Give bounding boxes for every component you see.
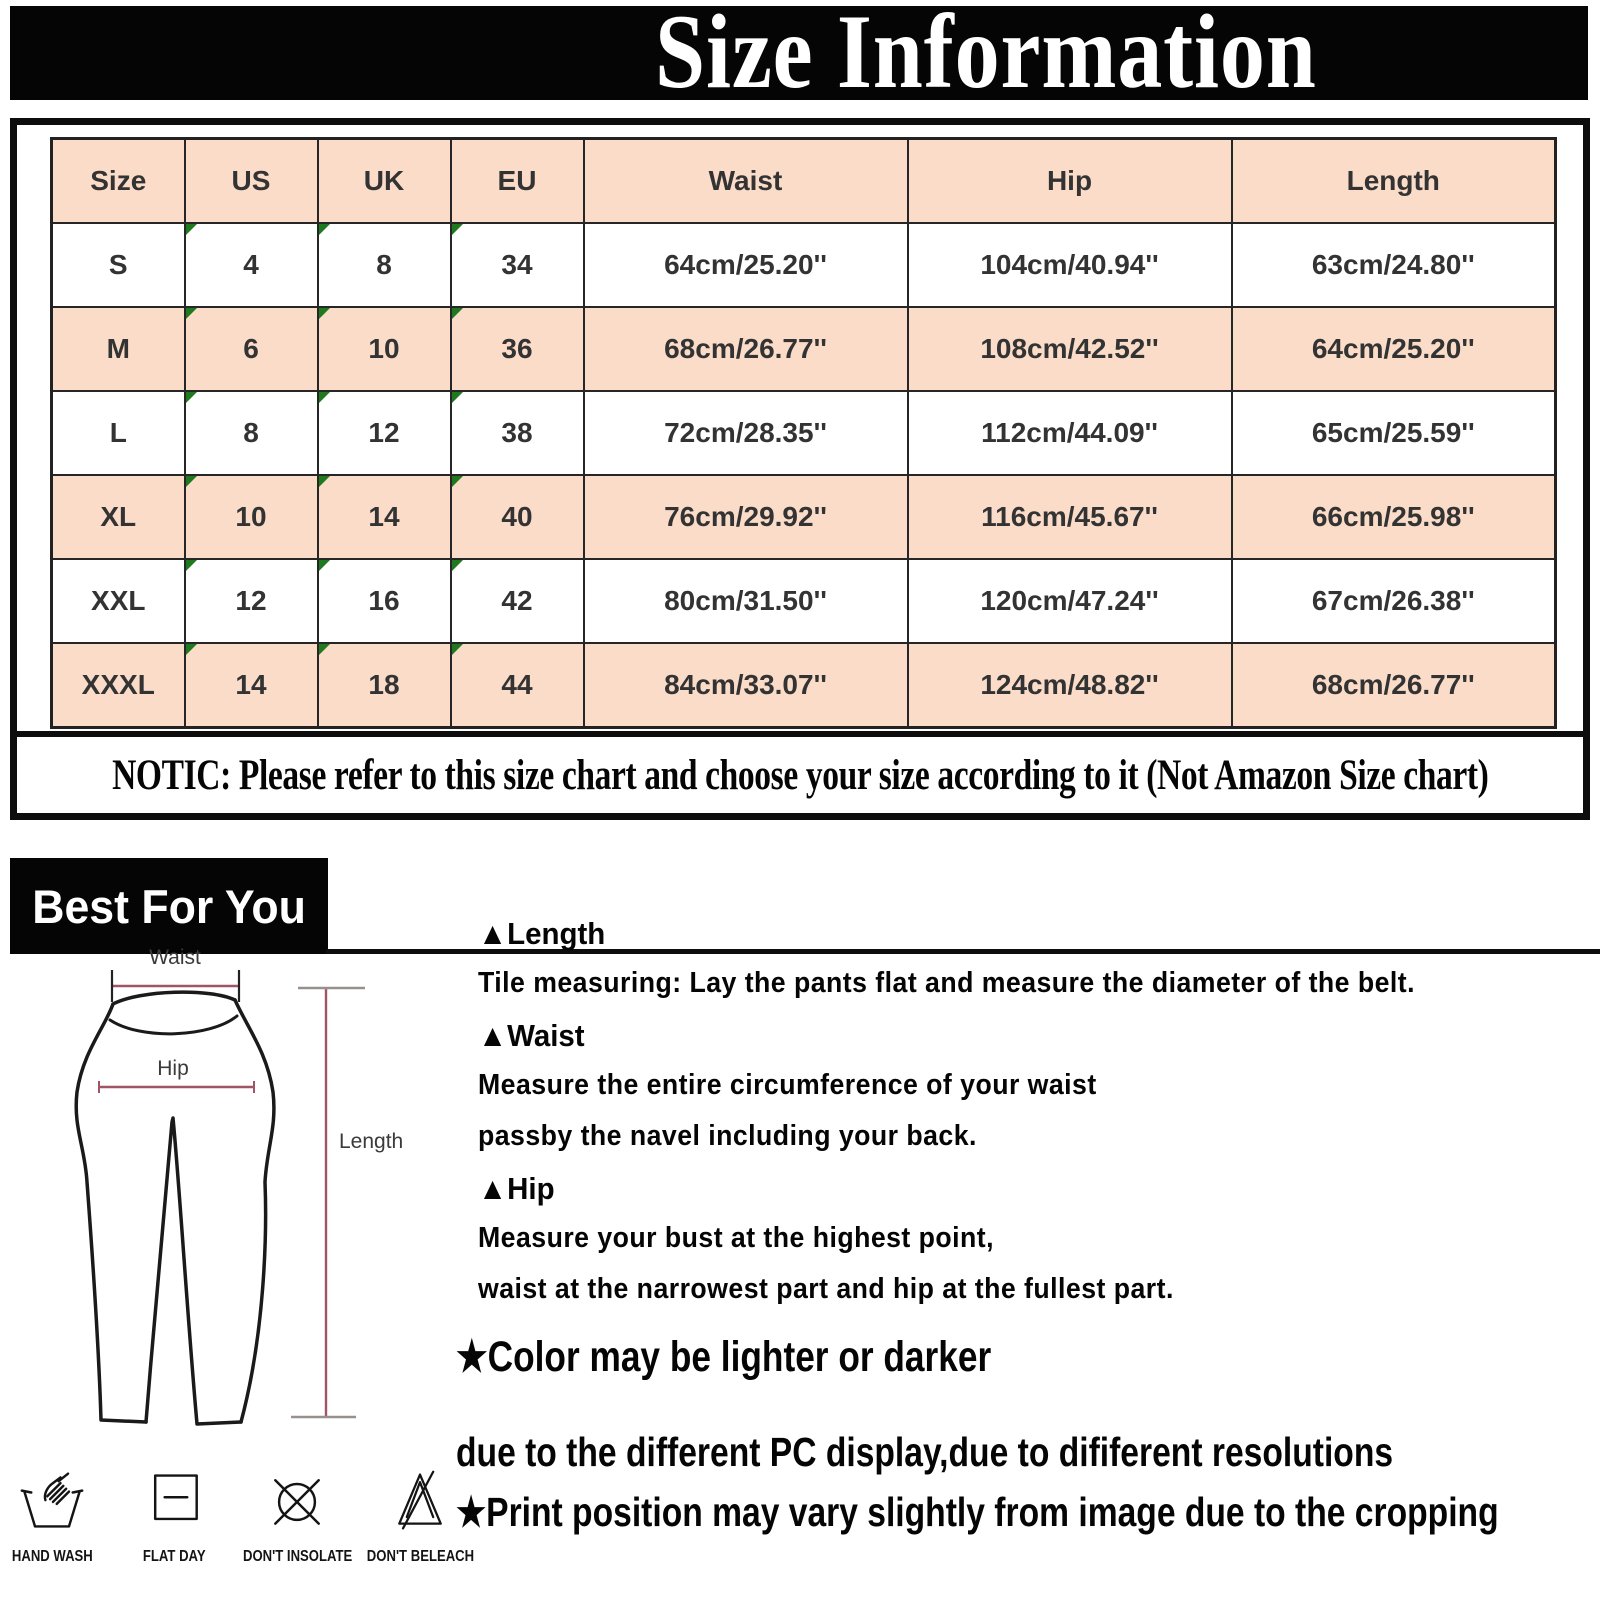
table-row <box>52 643 1556 728</box>
care-item-flat-dry <box>123 1468 227 1566</box>
notice-text: NOTIC: Please refer to this size chart and choose your size according to it (Not Amazon Size chart) <box>111 751 1489 799</box>
table-row <box>52 559 1556 643</box>
table-cell: 6 <box>185 307 318 391</box>
table-cell: XL <box>52 475 185 559</box>
cell-comment-marker <box>186 392 197 403</box>
cell-comment-marker <box>186 224 197 235</box>
page-title: Size Information <box>655 0 1317 110</box>
dont-insolate-icon <box>264 1468 330 1534</box>
cell-comment-marker <box>186 476 197 487</box>
care-item-dont-bleach <box>368 1468 472 1566</box>
cell-comment-marker <box>186 644 197 655</box>
care-item-hand-wash <box>0 1468 104 1566</box>
table-cell: 80cm/31.50'' <box>584 559 908 643</box>
cell-comment-marker <box>319 308 330 319</box>
table-cell: 112cm/44.09'' <box>908 391 1232 475</box>
table-cell: 14 <box>318 475 451 559</box>
column-header: UK <box>318 139 451 224</box>
cell-comment-marker <box>452 560 463 571</box>
guide-heading: ▲Waist <box>478 1018 585 1053</box>
guide-line: passby the navel including your back. <box>478 1120 977 1152</box>
care-label: FLAT DAY <box>143 1548 206 1565</box>
table-cell: 84cm/33.07'' <box>584 643 908 728</box>
table-cell: 14 <box>185 643 318 728</box>
table-row <box>52 391 1556 475</box>
cell-comment-marker <box>186 560 197 571</box>
guide-heading: ▲Hip <box>478 1171 555 1206</box>
guide-line: Measure the entire circumference of your waist <box>478 1069 1097 1101</box>
table-cell: 66cm/25.98'' <box>1232 475 1556 559</box>
disclaimer-note: ★Print position may vary slightly from image due to the cropping <box>456 1489 1499 1535</box>
table-cell: 42 <box>451 559 584 643</box>
care-instructions <box>0 1468 472 1566</box>
table-cell: 67cm/26.38'' <box>1232 559 1556 643</box>
table-cell: 72cm/28.35'' <box>584 391 908 475</box>
table-header-row <box>52 139 1556 224</box>
table-cell: M <box>52 307 185 391</box>
table-cell: 68cm/26.77'' <box>584 307 908 391</box>
size-information-banner <box>10 0 1588 110</box>
table-cell: 124cm/48.82'' <box>908 643 1232 728</box>
table-row <box>52 223 1556 307</box>
dont-bleach-icon <box>387 1468 453 1534</box>
column-header: EU <box>451 139 584 224</box>
hand-wash-icon <box>19 1468 85 1534</box>
table-row <box>52 475 1556 559</box>
column-header: Hip <box>908 139 1232 224</box>
table-cell: 63cm/24.80'' <box>1232 223 1556 307</box>
table-cell: L <box>52 391 185 475</box>
guide-heading: ▲Length <box>478 916 606 951</box>
table-cell: 8 <box>185 391 318 475</box>
table-cell: 40 <box>451 475 584 559</box>
cell-comment-marker <box>319 392 330 403</box>
size-table <box>50 137 1557 729</box>
table-cell: 10 <box>318 307 451 391</box>
pants-outline-icon <box>15 932 455 1492</box>
disclaimer-note: due to the different PC display,due to dififerent resolutions <box>456 1429 1394 1475</box>
pants-measurement-diagram <box>15 932 455 1492</box>
hip-label: Hip <box>157 1057 189 1080</box>
table-cell: 120cm/47.24'' <box>908 559 1232 643</box>
care-label: DON'T BELEACH <box>366 1548 474 1565</box>
cell-comment-marker <box>319 476 330 487</box>
table-cell: 38 <box>451 391 584 475</box>
table-cell: 64cm/25.20'' <box>584 223 908 307</box>
table-cell: 10 <box>185 475 318 559</box>
column-header: Size <box>52 139 185 224</box>
table-cell: 65cm/25.59'' <box>1232 391 1556 475</box>
column-header: Waist <box>584 139 908 224</box>
table-cell: 104cm/40.94'' <box>908 223 1232 307</box>
table-cell: 68cm/26.77'' <box>1232 643 1556 728</box>
table-row <box>52 307 1556 391</box>
cell-comment-marker <box>452 308 463 319</box>
best-for-you-label: Best For You <box>32 879 306 933</box>
table-cell: 34 <box>451 223 584 307</box>
table-cell: 8 <box>318 223 451 307</box>
cell-comment-marker <box>319 224 330 235</box>
disclaimer-note: ★Color may be lighter or darker <box>456 1333 992 1381</box>
cell-comment-marker <box>319 560 330 571</box>
cell-comment-marker <box>452 476 463 487</box>
table-cell: 18 <box>318 643 451 728</box>
table-cell: 64cm/25.20'' <box>1232 307 1556 391</box>
column-header: Length <box>1232 139 1556 224</box>
size-chart-box <box>10 118 1590 820</box>
guide-line: Tile measuring: Lay the pants flat and measure the diameter of the belt. <box>478 967 1416 999</box>
table-cell: 76cm/29.92'' <box>584 475 908 559</box>
guide-line: waist at the narrowest part and hip at the fullest part. <box>478 1273 1174 1305</box>
table-cell: 16 <box>318 559 451 643</box>
table-cell: 12 <box>318 391 451 475</box>
cell-comment-marker <box>186 308 197 319</box>
table-cell: 36 <box>451 307 584 391</box>
cell-comment-marker <box>452 392 463 403</box>
cell-comment-marker <box>452 224 463 235</box>
flat-dry-icon <box>142 1468 208 1534</box>
table-cell: 12 <box>185 559 318 643</box>
length-label: Length <box>339 1130 404 1153</box>
table-cell: S <box>52 223 185 307</box>
cell-comment-marker <box>319 644 330 655</box>
table-cell: 44 <box>451 643 584 728</box>
table-cell: XXXL <box>52 643 185 728</box>
notice-bar <box>17 731 1583 813</box>
care-label: HAND WASH <box>11 1548 93 1565</box>
column-header: US <box>185 139 318 224</box>
table-cell: XXL <box>52 559 185 643</box>
table-cell: 116cm/45.67'' <box>908 475 1232 559</box>
table-cell: 4 <box>185 223 318 307</box>
waist-label: Waist <box>149 946 201 969</box>
care-label: DON'T INSOLATE <box>242 1548 352 1565</box>
disclaimer-notes <box>456 1332 1600 1536</box>
cell-comment-marker <box>452 644 463 655</box>
care-item-dont-insolate <box>242 1468 352 1566</box>
guide-line: Measure your bust at the highest point, <box>478 1222 995 1254</box>
table-cell: 108cm/42.52'' <box>908 307 1232 391</box>
measuring-guide <box>478 916 1598 1324</box>
